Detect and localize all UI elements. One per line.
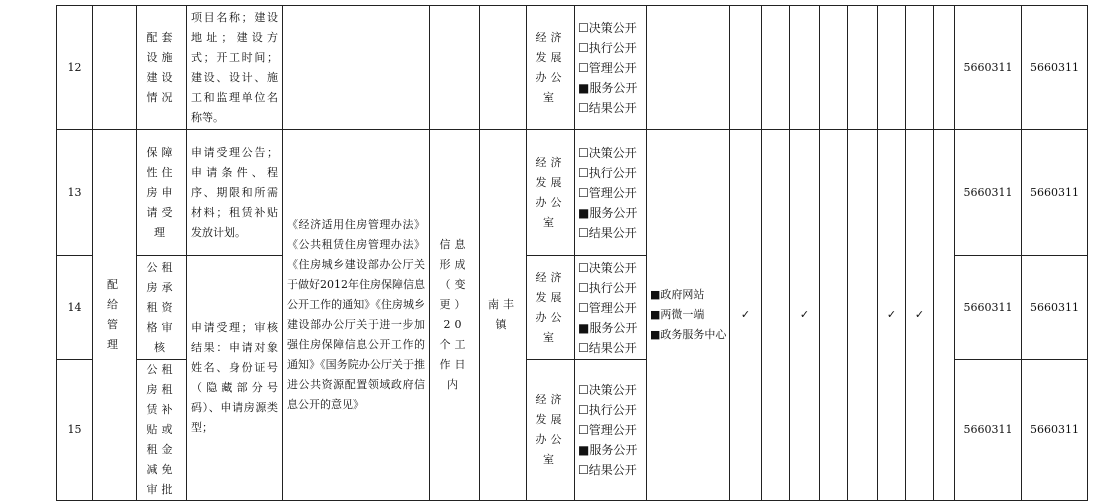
open-type-result: ☐结果公开 — [578, 340, 637, 355]
phone-code: 5660311 — [1022, 256, 1088, 360]
open-type-decision: ☐决策公开 — [578, 20, 637, 35]
basis-cell-empty — [283, 6, 430, 130]
disclosure-content: 申请受理公告；申请条件、程序、期限和所需材料；租赁补贴发放计划。 — [187, 130, 283, 256]
open-type-execution: ☐执行公开 — [578, 280, 637, 295]
row-number: 13 — [57, 130, 93, 256]
open-type-service: ■服务公开 — [578, 320, 638, 335]
table-row — [57, 130, 1088, 256]
category-label: 配给管理 — [93, 130, 137, 501]
open-type-execution: ☐执行公开 — [578, 40, 637, 55]
check-cell — [934, 130, 955, 501]
check-mark: ✓ — [790, 130, 820, 501]
phone-code: 5660311 — [1022, 6, 1088, 130]
open-type-list — [575, 256, 647, 360]
time-limit-cell-empty — [430, 6, 480, 130]
open-type-management: ☐管理公开 — [578, 300, 637, 315]
open-type-result: ☐结果公开 — [578, 225, 637, 240]
channel-website: ■政府网站 — [650, 288, 705, 301]
department: 经济发展办公室 — [527, 360, 575, 501]
phone-code: 5660311 — [1022, 360, 1088, 501]
check-cell — [790, 6, 820, 130]
open-type-execution: ☐执行公开 — [578, 165, 637, 180]
check-cell — [878, 6, 906, 130]
channel-cell-empty — [647, 6, 730, 130]
open-type-management: ☐管理公开 — [578, 60, 637, 75]
open-type-decision: ☐决策公开 — [578, 383, 637, 397]
check-mark: ✓ — [730, 130, 762, 501]
open-type-management: ☐管理公开 — [578, 423, 637, 437]
open-type-decision: ☐决策公开 — [578, 260, 637, 275]
channel-wechat-weibo-app: ■两微一端 — [650, 308, 705, 321]
disclosure-content: 申请受理；审核结果：申请对象姓名、身份证号（隐藏部分号码）、申请房源类型； — [187, 256, 283, 501]
item-name: 公租房租赁补贴或租金减免审批 — [137, 360, 187, 501]
table-row — [57, 6, 1088, 130]
row-number: 12 — [57, 6, 93, 130]
check-mark: ✓ — [906, 130, 934, 501]
item-name: 配套设施建设情况 — [137, 6, 187, 130]
phone-code: 5660311 — [955, 360, 1022, 501]
phone-code: 5660311 — [955, 256, 1022, 360]
check-mark: ✓ — [878, 130, 906, 501]
disclosure-subject: 南丰镇 — [480, 130, 527, 501]
open-type-service: ■服务公开 — [578, 80, 638, 95]
check-cell — [762, 6, 790, 130]
channel-list — [647, 130, 730, 501]
check-cell — [848, 130, 878, 501]
department: 经济发展办公室 — [527, 6, 575, 130]
open-type-result: ☐结果公开 — [578, 100, 637, 115]
check-cell — [848, 6, 878, 130]
legal-basis: 《经济适用住房管理办法》《公共租赁住房管理办法》《住房城乡建设部办公厅关于做好2012年住房保障信息公开工作的通知》《住房城乡建设部办公厅关于进一步加强住房保障信息公开工作的通知》《国务院办公厅关于推进公共资源配置领域政府信息公开的意见》 — [283, 130, 430, 501]
phone-code: 5660311 — [955, 130, 1022, 256]
open-type-list — [575, 130, 647, 256]
category-cell-empty — [93, 6, 137, 130]
row-number: 14 — [57, 256, 93, 360]
time-limit: 信息形成（变更）20个工作日内 — [430, 130, 480, 501]
phone-code: 5660311 — [1022, 130, 1088, 256]
open-type-service: ■服务公开 — [578, 205, 638, 220]
disclosure-content: 项目名称；建设地址；建设方式；开工时间；建设、设计、施工和监理单位名称等。 — [187, 6, 283, 130]
check-cell — [820, 6, 848, 130]
open-type-list — [575, 6, 647, 130]
check-cell — [906, 6, 934, 130]
open-type-service: ■服务公开 — [578, 443, 638, 457]
open-type-result: ☐结果公开 — [578, 463, 637, 477]
check-cell — [820, 130, 848, 501]
subject-cell-empty — [480, 6, 527, 130]
check-cell — [730, 6, 762, 130]
open-type-list — [575, 360, 647, 501]
department: 经济发展办公室 — [527, 256, 575, 360]
check-cell — [762, 130, 790, 501]
check-cell — [934, 6, 955, 130]
channel-service-center: ■政务服务中心 — [650, 328, 727, 341]
phone-code: 5660311 — [955, 6, 1022, 130]
department: 经济发展办公室 — [527, 130, 575, 256]
item-name: 保障性住房申请受理 — [137, 130, 187, 256]
row-number: 15 — [57, 360, 93, 501]
disclosure-table — [56, 5, 1088, 501]
open-type-execution: ☐执行公开 — [578, 403, 637, 417]
open-type-management: ☐管理公开 — [578, 185, 637, 200]
item-name: 公租房承租资格审核 — [137, 256, 187, 360]
open-type-decision: ☐决策公开 — [578, 145, 637, 160]
